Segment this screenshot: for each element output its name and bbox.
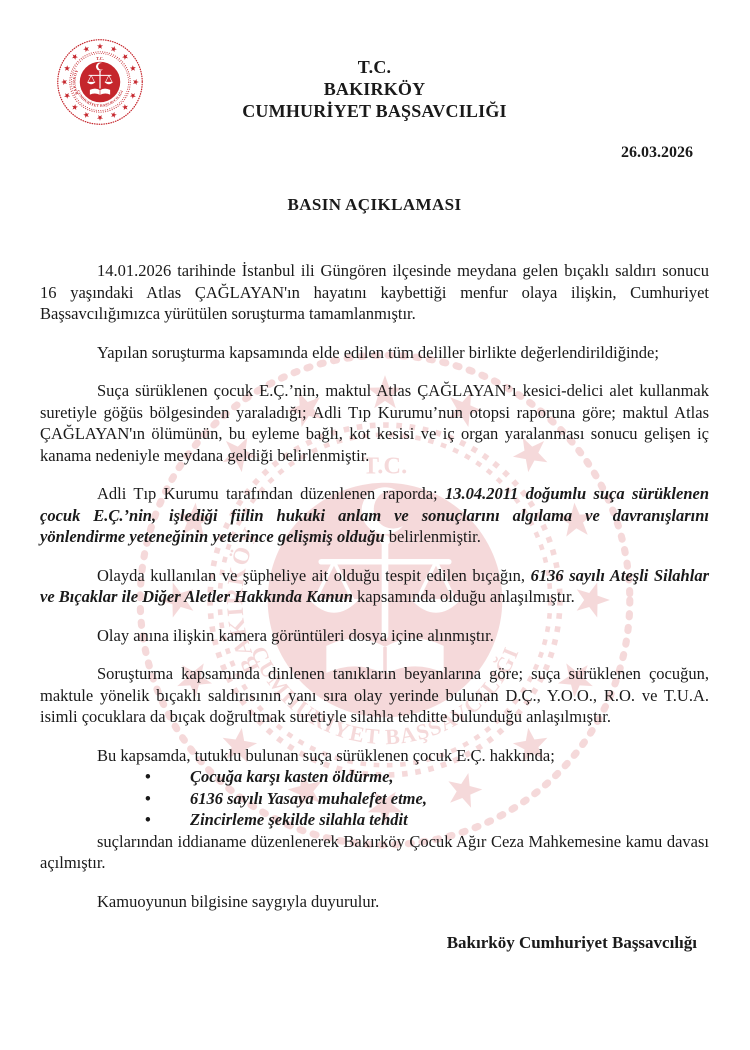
forensic-report-lead: Adli Tıp Kurumu tarafından düzenlenen raporda; [97, 484, 445, 503]
charges-list [40, 766, 709, 831]
letterhead-tc: T.C. [357, 57, 392, 77]
weapon-law-emphasis: 6136 sayılı Ateşli Silahlar ve Bıçaklar ile Diğer Aletler Hakkında Kanun [40, 565, 709, 606]
bullet-icon: • [145, 767, 151, 786]
bullet-icon: • [145, 810, 151, 829]
press-release-title: BASIN AÇIKLAMASI [287, 195, 462, 214]
paragraph-autopsy: Suça sürüklenen çocuk E.Ç.’nin, maktul Atlas ÇAĞLAYAN’ı kesici-delici alet kullanmak suretiyle göğüs bölgesinden yaraladığı; Adli Tıp Kurumu’nun otopsi raporuna göre; maktul Atlas ÇAĞLAYAN'ın ölümünün, bu eyleme bağlı, kot kesisi ve iç organ yaralanması sonucu gelişen iç kanama nedeniyle meydana geldiği belirlenmiştir. [40, 381, 709, 465]
letterhead-office: CUMHURİYET BAŞSAVCILIĞI [242, 101, 507, 121]
forensic-report-tail: belirlenmiştir. [384, 527, 481, 546]
paragraph-indictment: suçlarından iddianame düzenlenerek Bakırköy Çocuk Ağır Ceza Mahkemesine kamu davası açılmıştır. [40, 831, 709, 872]
paragraph-witnesses: Soruşturma kapsamında dinlenen tanıkların beyanlarına göre; suça sürüklenen çocuğun, maktule yönelik bıçaklı saldırısının yanı sıra olay yerinde bulunan D.Ç., Y.O.O., R.O. ve T.U.A. isimli çocuklara da bıçak doğrultmak suretiyle silahla tehditte bulunduğu anlaşılmıştır. [40, 664, 709, 726]
list-item [40, 809, 709, 831]
paragraph-charges-lead: Bu kapsamda, tutuklu bulunan suça sürüklenen çocuk E.Ç. hakkında; [97, 745, 555, 765]
ministry-seal-logo [56, 38, 144, 126]
list-item [40, 788, 709, 810]
forensic-report-emphasis: 13.04.2011 doğumlu suça sürüklenen çocuk E.Ç.’nin, işlediği fiilin hukuki anlam ve sonuçlarını algılama ve davranışlarını yönlendirme yeteneğinin yeterince gelişmiş olduğu [40, 484, 710, 546]
signature-office: Bakırköy Cumhuriyet Başsavcılığı [446, 933, 697, 952]
list-item [40, 766, 709, 788]
paragraph-forensic-report [40, 483, 709, 548]
paragraph-weapon [40, 565, 709, 608]
paragraph-evaluation: Yapılan soruşturma kapsamında elde edilen tüm deliller birlikte değerlendirildiğinde; [97, 342, 659, 362]
charge-threat: Zincirleme şekilde silahla tehdit [190, 810, 408, 829]
paragraph-camera: Olay anına ilişkin kamera görüntüleri dosya içine alınmıştır. [97, 625, 494, 645]
weapon-lead: Olayda kullanılan ve şüpheliye ait olduğu tespit edilen bıçağın, [97, 565, 531, 585]
document-body [40, 260, 709, 953]
charge-murder: Çocuğa karşı kasten öldürme, [190, 767, 394, 786]
document-date: 26.03.2026 [621, 144, 693, 161]
charge-law-6136: 6136 sayılı Yasaya muhalefet etme, [190, 788, 427, 808]
paragraph-intro: 14.01.2026 tarihinde İstanbul ili Güngören ilçesinde meydana gelen bıçaklı saldırı sonucu 16 yaşındaki Atlas ÇAĞLAYAN'ın hayatını kaybettiği menfur olaya ilişkin, Cumhuriyet Başsavcılığımızca yürütülen soruşturma tamamlanmıştır. [40, 261, 709, 323]
bullet-icon: • [145, 788, 151, 808]
letterhead-city: BAKIRKÖY [323, 79, 426, 99]
paragraph-closing: Kamuoyunun bilgisine saygıyla duyurulur. [97, 891, 380, 911]
weapon-tail: kapsamında olduğu anlaşılmıştır. [352, 587, 575, 606]
